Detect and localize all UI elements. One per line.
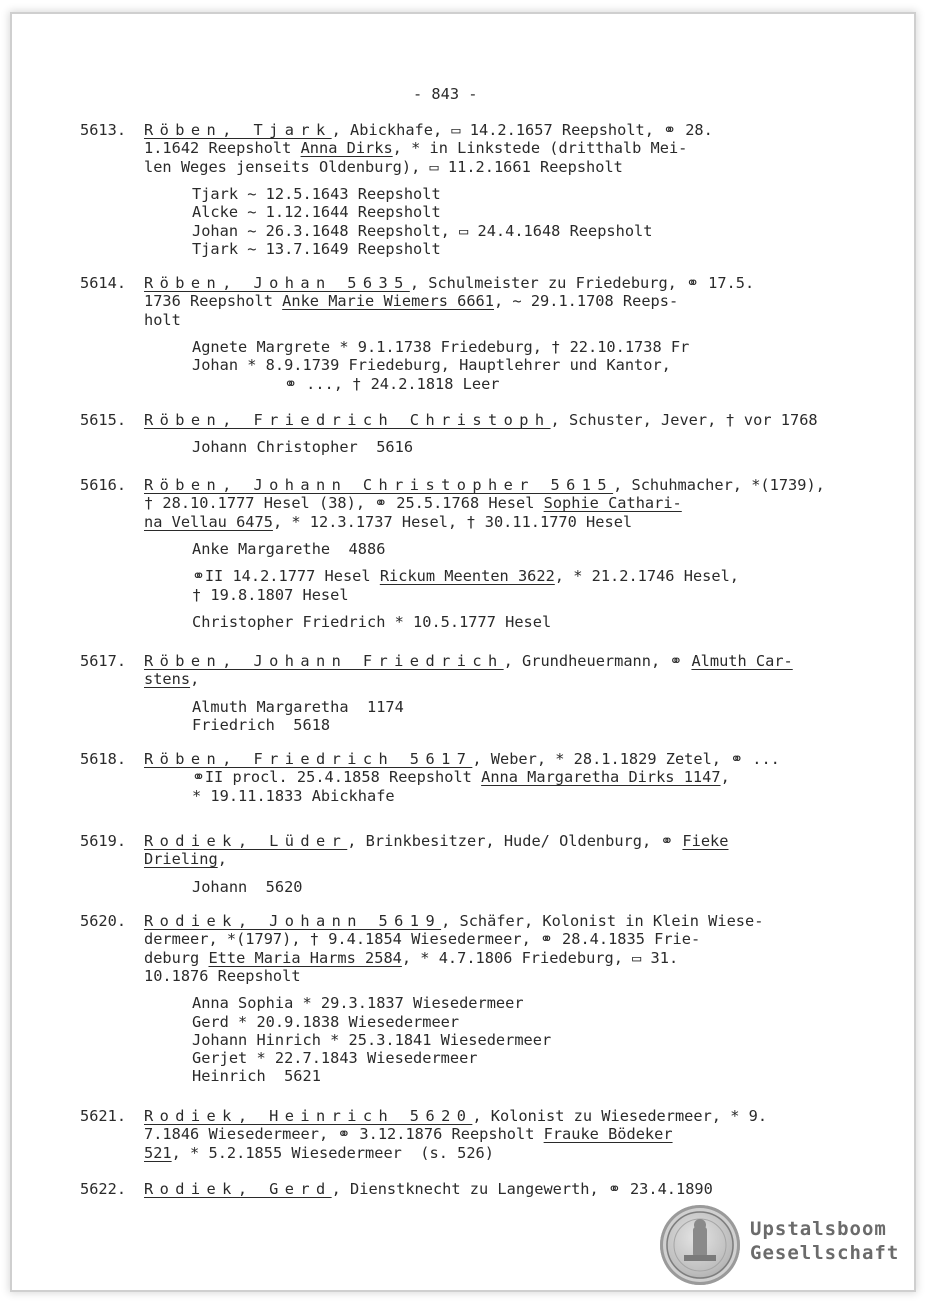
entry-details: , Kolonist zu Wiesedermeer, * 9.	[472, 1107, 768, 1125]
child-entry: Gerd * 20.9.1838 Wiesedermeer	[192, 1012, 460, 1031]
page-number: - 843 -	[413, 85, 478, 103]
entry-text: , * in Linkstede (dritthalb Mei-	[392, 139, 688, 158]
entry-text: dermeer, *(1797), † 9.4.1854 Wiesedermeer, ⚭ 28.4.1835 Frie-	[144, 930, 701, 949]
entry-line	[144, 411, 818, 429]
entry-line	[144, 949, 678, 967]
entry-number: 5619.	[80, 832, 127, 850]
entry-number: 5618.	[80, 750, 127, 768]
entry-line	[144, 1107, 767, 1125]
entry-number: 5620.	[80, 912, 127, 930]
child-entry: Agnete Margrete * 9.1.1738 Friedeburg, † 22.10.1738 Fr	[192, 337, 690, 356]
entry-details: , Grundheuermann, ⚭	[503, 652, 692, 670]
entry-text: holt	[144, 310, 181, 329]
entry-text: , * 12.3.1737 Hesel, † 30.11.1770 Hesel	[272, 512, 633, 531]
entry-line	[144, 670, 199, 688]
child-entry: Tjark ~ 12.5.1643 Reepsholt	[192, 184, 441, 203]
spouse-name: Anna Margaretha Dirks 1147	[481, 768, 721, 787]
entry-line	[144, 476, 825, 494]
spouse-name: stens	[144, 670, 191, 689]
entry-line	[144, 1180, 713, 1198]
person-name: Röben, Friedrich 5617	[144, 750, 473, 768]
person-name: Rodiek, Gerd	[144, 1180, 332, 1198]
person-name: Rodiek, Johann 5619	[144, 912, 442, 930]
spouse-name: Fieke	[682, 832, 729, 850]
entry-line	[144, 832, 728, 850]
child-entry: Heinrich 5621	[192, 1067, 321, 1086]
entry-details: , Weber, * 28.1.1829 Zetel, ⚭ ...	[472, 750, 780, 768]
entry-text: 1.1642 Reepsholt	[144, 139, 301, 158]
child-entry: Johan * 8.9.1739 Friedeburg, Hauptlehrer und Kantor,	[192, 356, 671, 375]
entry-text: ,	[720, 768, 730, 787]
entry-text: , * 5.2.1855 Wiesedermeer (s. 526)	[171, 1143, 494, 1162]
entry-line	[144, 850, 227, 868]
entry-text: ,	[190, 670, 200, 689]
spouse-name: Rickum Meenten 3622	[379, 567, 555, 586]
child-entry: Gerjet * 22.7.1843 Wiesedermeer	[192, 1049, 478, 1068]
spouse-name: Drieling	[144, 850, 218, 869]
entry-details: , Brinkbesitzer, Hude/ Oldenburg, ⚭	[347, 832, 683, 850]
entry-line	[144, 967, 301, 985]
entry-line	[144, 1125, 673, 1143]
person-name: Röben, Johann Christopher 5615	[144, 476, 614, 494]
spouse-name: na Vellau 6475	[144, 512, 273, 531]
entry-number: 5622.	[80, 1180, 127, 1198]
entry-text: ⚭II procl. 25.4.1858 Reepsholt	[192, 768, 482, 787]
second-marriage-line	[192, 567, 739, 585]
person-name: Rodiek, Heinrich 5620	[144, 1107, 473, 1125]
entry-details: , Abickhafe, ▭ 14.2.1657 Reepsholt, ⚭ 28.	[331, 121, 713, 139]
person-name: Rodiek, Lüder	[144, 832, 348, 850]
child-entry: Christopher Friedrich * 10.5.1777 Hesel	[192, 612, 552, 631]
entry-text: ⚭II 14.2.1777 Hesel	[192, 567, 380, 586]
child-entry: ⚭ ..., † 24.2.1818 Leer	[192, 374, 500, 393]
entry-line	[144, 652, 793, 670]
entry-text: deburg	[144, 948, 209, 967]
child-entry: Almuth Margaretha 1174	[192, 697, 404, 716]
entry-text: , * 21.2.1746 Hesel,	[554, 567, 739, 586]
entry-line	[144, 1144, 494, 1162]
child-entry: Johann Hinrich * 25.3.1841 Wiesedermeer	[192, 1030, 552, 1049]
spouse-name: Anna Dirks	[300, 139, 393, 158]
person-name: Röben, Tjark	[144, 121, 332, 139]
entry-text: † 19.8.1807 Hesel	[192, 585, 349, 604]
brand-name-line1: Upstalsboom	[750, 1218, 887, 1240]
entry-line	[144, 292, 678, 310]
entry-line	[144, 513, 632, 531]
child-entry: Johann 5620	[192, 877, 303, 896]
entry-text: 7.1846 Wiesedermeer, ⚭ 3.12.1876 Reepsholt	[144, 1125, 544, 1144]
second-marriage-line	[192, 586, 349, 604]
person-name: Röben, Johan 5635	[144, 274, 410, 292]
entry-line	[144, 158, 623, 176]
entry-text: ,	[217, 850, 227, 869]
entry-text: , ~ 29.1.1708 Reeps-	[493, 292, 679, 311]
spouse-name: Anke Marie Wiemers 6661	[282, 292, 494, 311]
entry-text: † 28.10.1777 Hesel (38), ⚭ 25.5.1768 Hesel	[144, 494, 544, 513]
spouse-name: Sophie Cathari-	[543, 494, 682, 513]
entry-details: , Schuhmacher, *(1739),	[613, 476, 825, 494]
entry-details: , Schuster, Jever, † vor 1768	[550, 411, 818, 429]
entry-number: 5615.	[80, 411, 127, 429]
entry-line	[144, 121, 713, 139]
entry-number: 5614.	[80, 274, 127, 292]
child-entry: Johann Christopher 5616	[192, 438, 414, 457]
entry-details: , Schäfer, Kolonist in Klein Wiese-	[441, 912, 764, 930]
entry-line	[144, 139, 687, 157]
entry-line	[144, 274, 754, 292]
entry-number: 5617.	[80, 652, 127, 670]
entry-line	[144, 930, 700, 948]
child-entry: Anna Sophia * 29.3.1837 Wiesedermeer	[192, 994, 524, 1013]
entry-text: * 19.11.1833 Abickhafe	[192, 786, 395, 805]
entry-line	[144, 311, 181, 329]
entry-line	[144, 750, 780, 768]
child-entry: Tjark ~ 13.7.1649 Reepsholt	[192, 239, 441, 258]
child-entry: Anke Margarethe 4886	[192, 539, 386, 558]
entry-details: , Dienstknecht zu Langewerth, ⚭ 23.4.1890	[331, 1180, 713, 1198]
person-name: Röben, Johann Friedrich	[144, 652, 504, 670]
spouse-name: 521	[144, 1143, 172, 1162]
entry-text: , * 4.7.1806 Friedeburg, ▭ 31.	[401, 948, 679, 967]
entry-number: 5616.	[80, 476, 127, 494]
entry-number: 5613.	[80, 121, 127, 139]
spouse-name: Frauke Bödeker	[543, 1125, 673, 1144]
entry-text: 1736 Reepsholt	[144, 292, 283, 311]
child-entry: Alcke ~ 1.12.1644 Reepsholt	[192, 203, 441, 222]
entry-line	[144, 494, 682, 512]
child-entry: Johan ~ 26.3.1648 Reepsholt, ▭ 24.4.1648 Reepsholt	[192, 221, 653, 240]
second-marriage-line	[192, 768, 730, 786]
spouse-name: Ette Maria Harms 2584	[208, 948, 402, 967]
entry-line	[144, 912, 763, 930]
second-marriage-line	[192, 787, 395, 805]
seal-icon	[660, 1205, 740, 1285]
spouse-name: Almuth Car-	[691, 652, 793, 670]
person-name: Röben, Friedrich Christoph	[144, 411, 551, 429]
child-entry: Friedrich 5618	[192, 715, 331, 734]
entry-number: 5621.	[80, 1107, 127, 1125]
entry-text: len Weges jenseits Oldenburg), ▭ 11.2.1661 Reepsholt	[144, 157, 623, 176]
entry-text: 10.1876 Reepsholt	[144, 966, 301, 985]
entry-details: , Schulmeister zu Friedeburg, ⚭ 17.5.	[409, 274, 755, 292]
brand-name-line2: Gesellschaft	[750, 1242, 900, 1264]
